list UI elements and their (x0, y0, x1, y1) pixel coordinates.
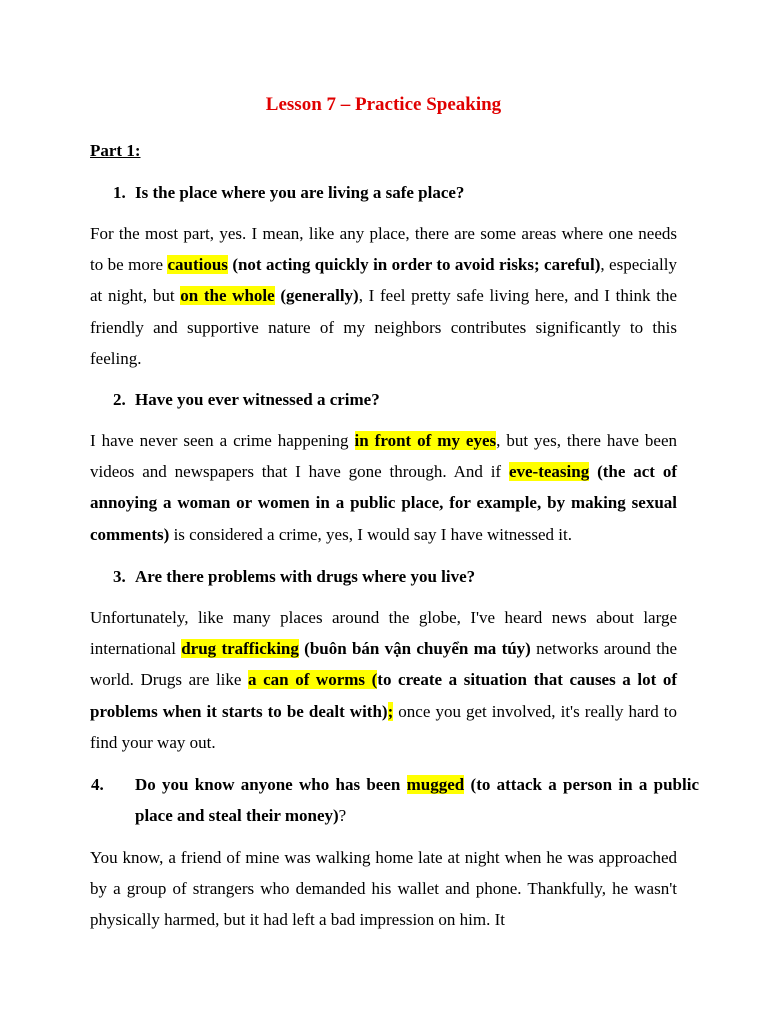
question-1 (113, 177, 677, 208)
question-text: Do you know anyone who has been (135, 775, 407, 794)
answer-text: , especially at night, but (90, 255, 678, 306)
question-4 (91, 769, 699, 831)
question-number: 3. (113, 567, 126, 586)
question-text: Have you ever witnessed a crime? (135, 390, 380, 409)
highlighted-term: eve-teasing (508, 462, 590, 482)
lesson-title: Lesson 7 – Practice Speaking (265, 94, 502, 115)
answer-text: Unfortunately, like many places around the globe, I've heard news about large international (90, 608, 677, 659)
answer-text: For the most part, yes. I mean, like any place, there are some areas where one needs to be more (90, 224, 677, 275)
term-definition: (buôn bán vận chuyển ma túy) (298, 639, 531, 659)
highlighted-term: mugged (406, 775, 465, 794)
answer-text: , but yes, there have been videos and newspapers that I have gone through. And if (90, 431, 677, 482)
question-text: Are there problems with drugs where you live? (135, 567, 476, 586)
question-number: 2. (113, 390, 126, 409)
part-heading: Part 1: (90, 141, 141, 160)
term-definition: (generally) (274, 286, 359, 306)
question-number: 4. (91, 775, 104, 794)
term-definition: to create a situation that causes a lot of problems when it starts to be dealt with) (90, 670, 678, 721)
highlighted-term: on the whole (180, 286, 275, 306)
answer-text: , I feel pretty safe living here, and I think the friendly and supportive nature of my neighbors contributes significantly to this feeling. (90, 286, 677, 368)
highlighted-term: ; (387, 701, 394, 721)
highlighted-term: a can of worms ( (248, 670, 378, 690)
answer-text: is considered a crime, yes, I would say I have witnessed it. (169, 524, 573, 544)
answer-3 (90, 602, 677, 758)
question-text: ? (338, 806, 347, 825)
question-text: Is the place where you are living a safe place? (135, 183, 465, 202)
answer-4 (90, 842, 677, 936)
answer-text: I have never seen a crime happening (90, 431, 355, 450)
highlighted-term: drug trafficking (181, 639, 299, 659)
highlighted-term: in front of my eyes (354, 431, 497, 450)
answer-2 (90, 425, 677, 550)
answer-text: You know, a friend of mine was walking home late at night when he was approached by a group of strangers who demanded his wallet and phone. Thankfully, he wasn't physically harmed, but it had left a bad impression on him. It (90, 848, 677, 930)
answer-1 (90, 218, 677, 374)
term-definition: (the act of annoying a woman or women in a public place, for example, by making sexual comments) (90, 462, 677, 544)
term-definition: (not acting quickly in order to avoid risks; careful) (227, 255, 601, 275)
answer-text: networks around the world. Drugs are like (90, 639, 677, 690)
highlighted-term: cautious (167, 255, 228, 275)
question-3 (113, 561, 677, 592)
question-2 (113, 384, 677, 415)
term-definition: (to attack a person in a public place and steal their money) (135, 775, 699, 825)
question-number: 1. (113, 183, 126, 202)
answer-text: once you get involved, it's really hard to find your way out. (90, 701, 677, 752)
